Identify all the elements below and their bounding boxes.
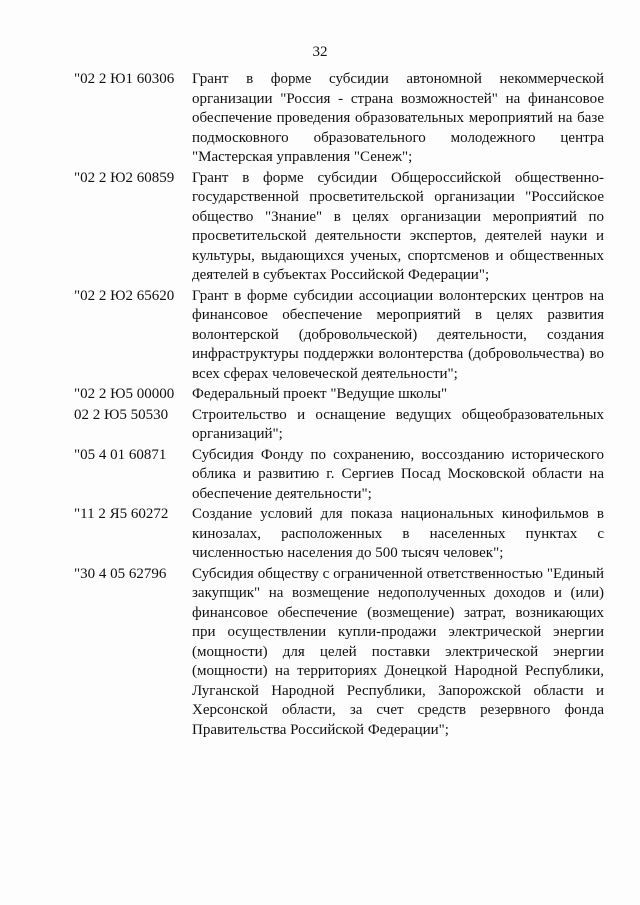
- budget-description: Субсидия Фонду по сохранению, воссозданию исторического облика и развитию г. Сергиев Посад Московской области на обеспечение деятельности";: [192, 446, 604, 502]
- budget-description: Федеральный проект "Ведущие школы": [192, 386, 448, 402]
- list-item: [74, 446, 604, 505]
- list-item: [74, 169, 604, 286]
- list-item: [74, 505, 604, 564]
- budget-code: "11 2 Я5 60272: [74, 506, 169, 522]
- list-item: [74, 287, 604, 385]
- list-item: [74, 385, 604, 405]
- budget-code: "02 2 Ю2 60859: [74, 169, 175, 186]
- budget-code: "02 2 Ю1 60306: [74, 71, 175, 87]
- budget-code-list: [74, 70, 604, 740]
- budget-code: "02 2 Ю5 00000: [74, 386, 175, 402]
- budget-description: Грант в форме субсидии Общероссийской общественно-государственной просветительской организации "Российское общество "Знание" в целях организации мероприятий по просветительской деятельности экспертов, деятелей науки и культуры, выдающихся ученых, спортсменов и общественных деятелей в субъектах Российской Федерации";: [192, 169, 604, 283]
- list-item: [74, 406, 604, 445]
- budget-code: 02 2 Ю5 50530: [74, 406, 169, 423]
- budget-description: Субсидия обществу с ограниченной ответственностью "Единый закупщик" на возмещение недополученных доходов и (или) финансовое обеспечение (возмещение) затрат, возникающих при осуществлении купли-продажи электрической энергии (мощности) для целей поставки электрической энергии (мощности) на территориях Донецкой Народной Республики, Луганской Народной Республики, Запорожской области и Херсонской области, за счет средств резервного фонда Правительства Российской Федерации";: [192, 565, 604, 738]
- budget-description: Грант в форме субсидии автономной некоммерческой организации "Россия - страна возможностей" на финансовое обеспечение проведения образовательных мероприятий на базе подмосковного образовательного молодежного центра "Мастерская управления "Сенеж";: [192, 71, 604, 165]
- list-item: [74, 70, 604, 168]
- budget-description: Строительство и оснащение ведущих общеобразовательных организаций";: [192, 406, 604, 442]
- budget-code: "30 4 05 62796: [74, 565, 167, 582]
- list-item: [74, 565, 604, 741]
- budget-description: Создание условий для показа национальных кинофильмов в кинозалах, расположенных в населенных пунктах с численностью населения до 500 тысяч человек";: [192, 506, 604, 561]
- budget-description: Грант в форме субсидии ассоциации волонтерских центров на финансовое обеспечение мероприятий в целях развития волонтерской (добровольческой) деятельности, создания инфраструктуры поддержки волонтерства (добровольчества) во всех сферах человеческой деятельности";: [192, 287, 604, 382]
- budget-code: "05 4 01 60871: [74, 446, 167, 463]
- budget-code: "02 2 Ю2 65620: [74, 287, 175, 304]
- page-number: 32: [312, 44, 328, 60]
